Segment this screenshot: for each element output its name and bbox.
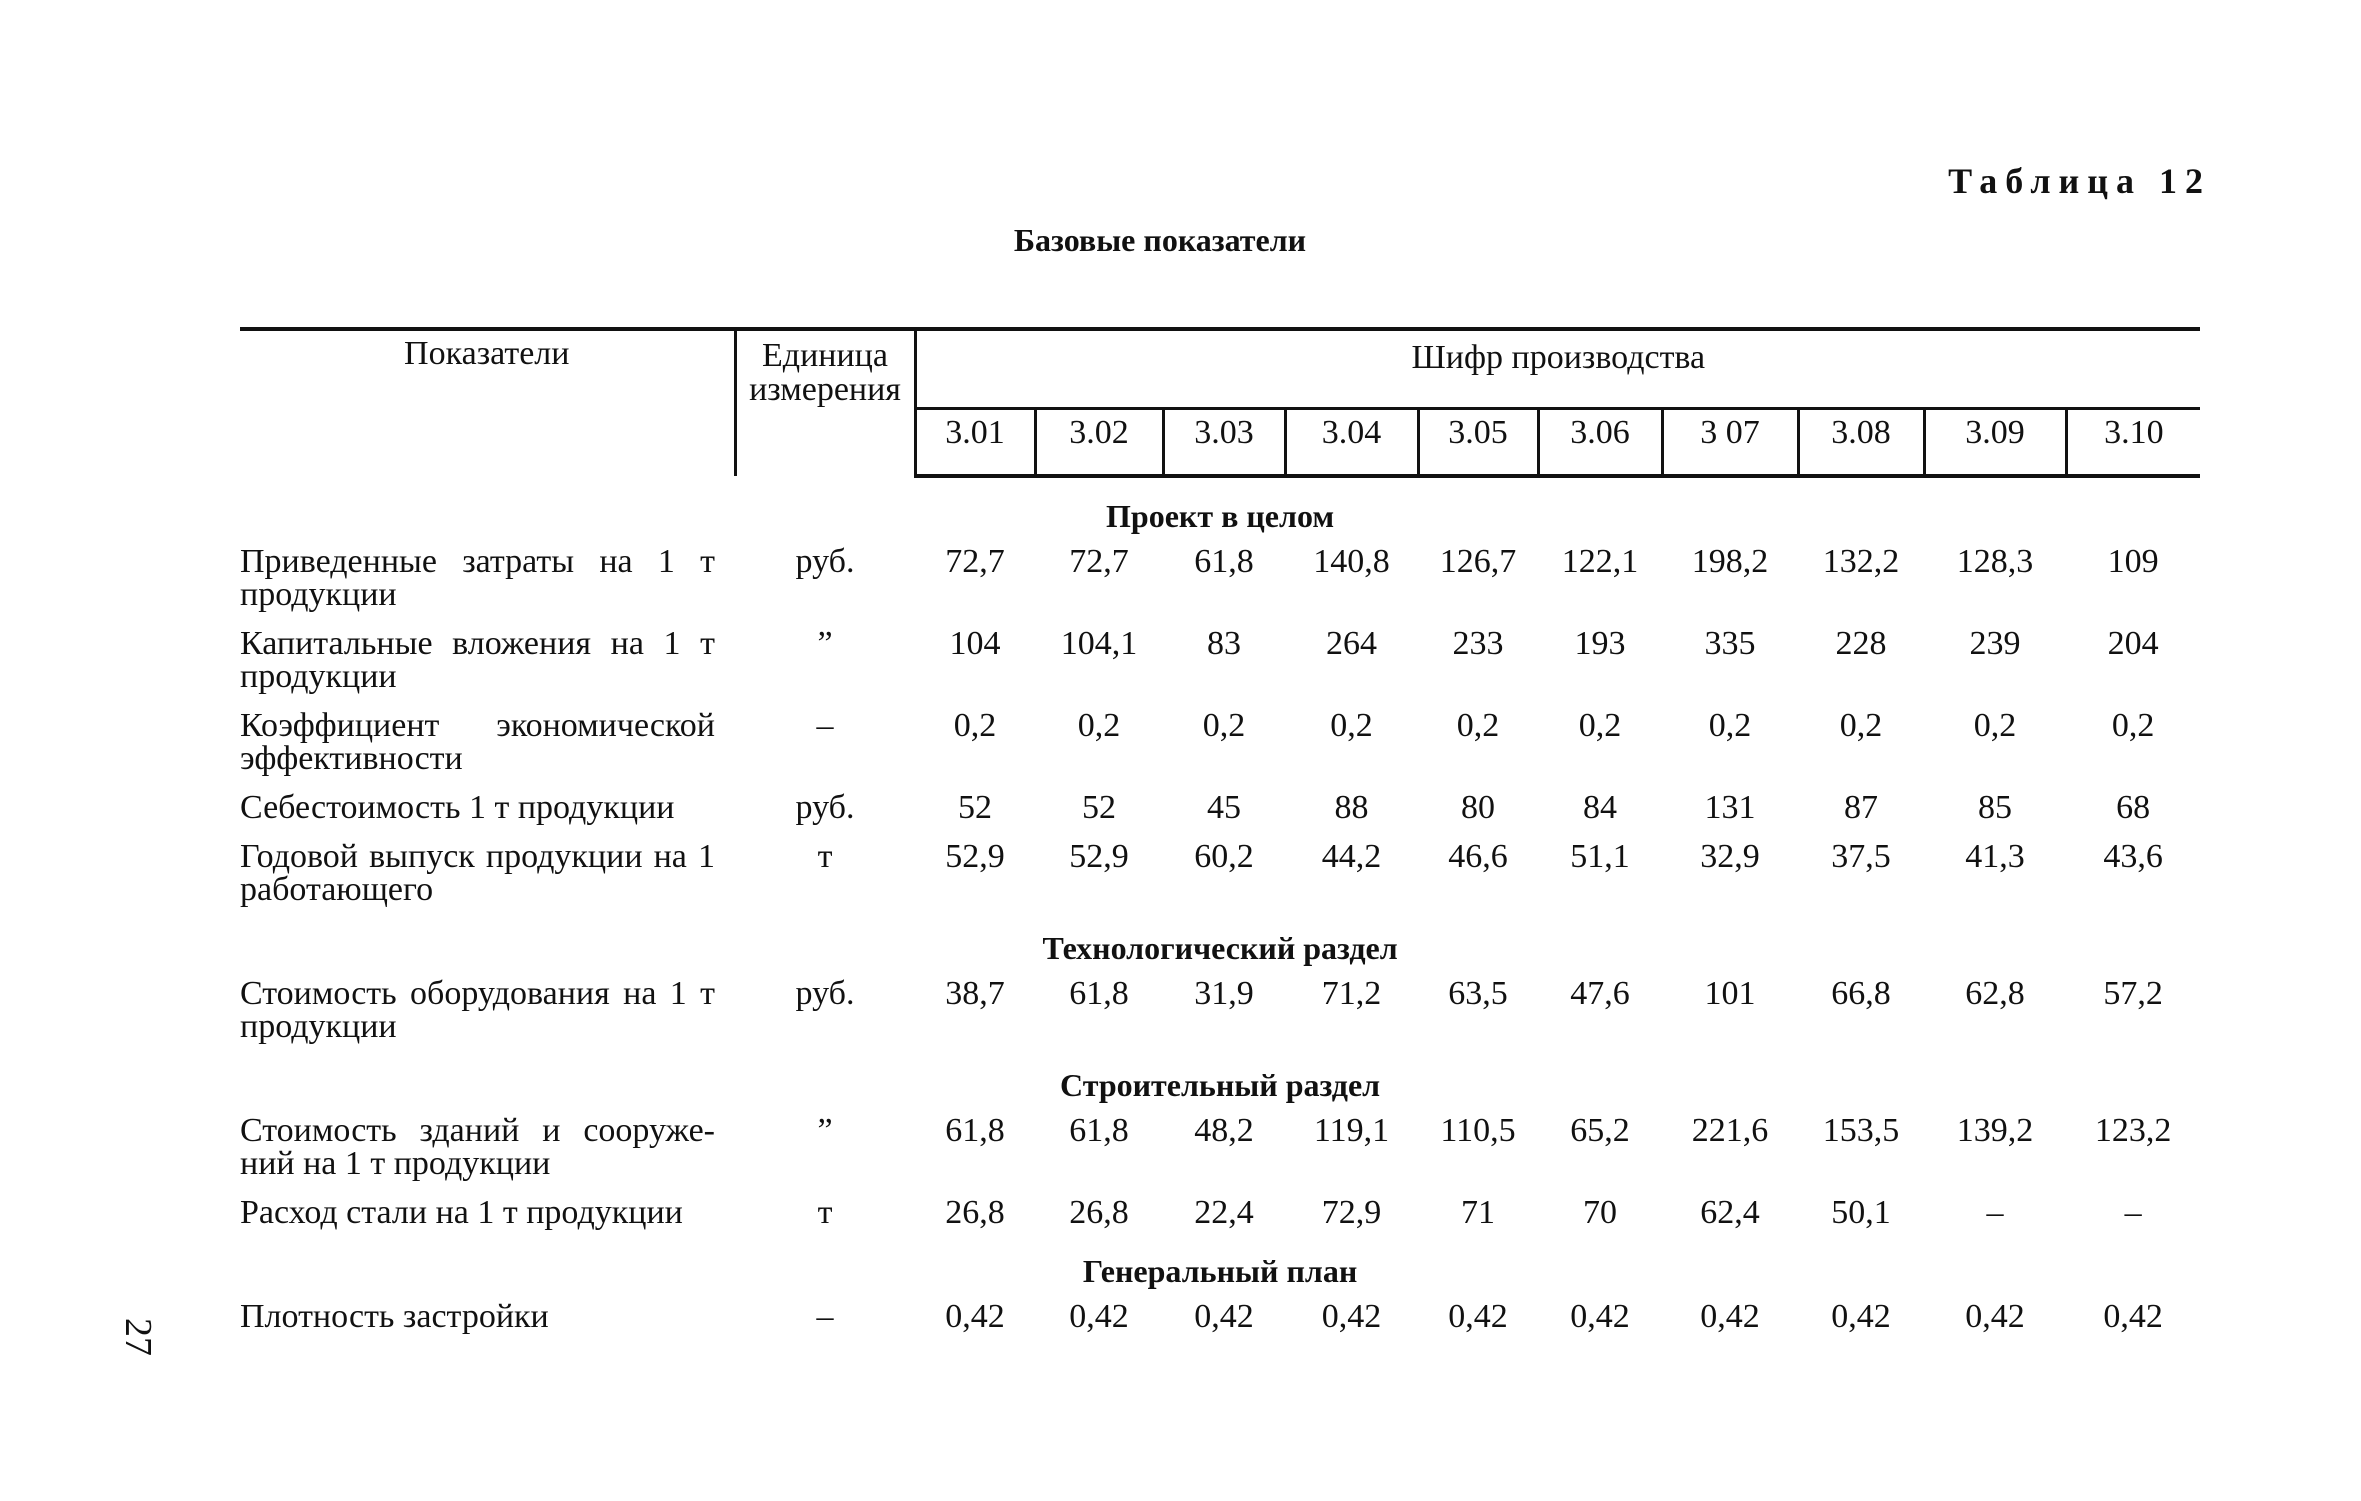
code-header: 3.03	[1163, 409, 1285, 477]
code-header: 3.05	[1418, 409, 1538, 477]
value-cell: 61,8	[1069, 975, 1129, 1012]
value-cell: 0,42	[1965, 1298, 2025, 1335]
value-cell: 52,9	[945, 838, 1005, 875]
indicator-name: Приведенные затраты на 1 т продукции	[240, 543, 715, 613]
value-cell: 0,2	[1973, 707, 2017, 744]
unit-cell: –	[816, 707, 834, 744]
value-cell: 57,2	[2103, 975, 2163, 1012]
value-cell: 140,8	[1313, 543, 1390, 580]
value-cell: 0,2	[1708, 707, 1752, 744]
indicator-name: Стоимость оборудования на 1 т продукции	[240, 975, 715, 1045]
value-cell: 60,2	[1194, 838, 1254, 875]
value-cell: 132,2	[1822, 543, 1900, 580]
value-cell: 228	[1835, 625, 1887, 662]
value-cell: 50,1	[1831, 1194, 1891, 1231]
value-cell: 0,42	[1321, 1298, 1382, 1335]
value-cell: 104	[949, 625, 1001, 662]
value-cell: 0,2	[2111, 707, 2155, 744]
value-cell: 0,2	[1202, 707, 1246, 744]
indicators-table	[240, 327, 2200, 1349]
value-cell: 68	[2116, 789, 2151, 826]
table-row	[240, 709, 2200, 791]
value-cell: 335	[1704, 625, 1756, 662]
value-cell: 43,6	[2103, 838, 2163, 875]
value-cell: 84	[1583, 789, 1617, 826]
value-cell: 80	[1461, 789, 1495, 826]
table-title: Базовые показатели	[1013, 222, 1307, 258]
value-cell: 0,42	[1448, 1298, 1508, 1335]
value-cell: –	[1986, 1194, 2004, 1231]
table-row	[240, 840, 2200, 922]
value-cell: 239	[1969, 625, 2021, 662]
value-cell: 0,42	[945, 1298, 1005, 1335]
value-cell: 83	[1207, 625, 1241, 662]
value-cell: 44,2	[1321, 838, 1382, 875]
code-header: 3 07	[1662, 409, 1798, 477]
column-header-group: Шифр производства	[915, 329, 2200, 409]
value-cell: 110,5	[1440, 1112, 1516, 1149]
value-cell: 51,1	[1570, 838, 1630, 875]
value-cell: 221,6	[1691, 1112, 1769, 1149]
value-cell: 45	[1207, 789, 1241, 826]
value-cell: 72,7	[945, 543, 1005, 580]
code-header: 3.02	[1035, 409, 1163, 477]
table-row	[240, 791, 2200, 840]
table-row	[240, 545, 2200, 627]
unit-cell: руб.	[795, 975, 855, 1012]
value-cell: 32,9	[1700, 838, 1760, 875]
value-cell: 85	[1978, 789, 2012, 826]
value-cell: 123,2	[2094, 1112, 2172, 1149]
value-cell: 193	[1574, 625, 1626, 662]
value-cell: 204	[2107, 625, 2159, 662]
unit-cell: руб.	[795, 543, 855, 580]
value-cell: 70	[1583, 1194, 1617, 1231]
value-cell: 0,2	[953, 707, 997, 744]
code-header: 3.01	[915, 409, 1035, 477]
table-row	[240, 1114, 2200, 1196]
indicator-name: Стоимость зданий и сооруже-ний на 1 т продукции	[240, 1112, 715, 1182]
indicator-name: Коэффициент экономической эффективности	[240, 707, 715, 777]
indicator-name: Капитальные вложения на 1 т продукции	[240, 625, 715, 695]
code-header: 3.04	[1285, 409, 1418, 477]
value-cell: 61,8	[1069, 1112, 1129, 1149]
value-cell: 0,2	[1330, 707, 1373, 744]
value-cell: 72,9	[1321, 1194, 1382, 1231]
section-title: Строительный раздел	[1060, 1067, 1381, 1103]
column-header-unit: Единица измерения	[735, 329, 915, 476]
value-cell: 61,8	[1194, 543, 1254, 580]
value-cell: 65,2	[1570, 1112, 1630, 1149]
value-cell: 52	[958, 789, 992, 826]
value-cell: 22,4	[1194, 1194, 1254, 1231]
unit-cell: т	[817, 1194, 833, 1231]
indicator-name: Себестоимость 1 т продукции	[240, 789, 675, 826]
value-cell: 71,2	[1321, 975, 1382, 1012]
table-row	[240, 977, 2200, 1059]
value-cell: 0,2	[1456, 707, 1500, 744]
code-header: 3.08	[1798, 409, 1924, 477]
value-cell: 52,9	[1069, 838, 1129, 875]
value-cell: 52	[1082, 789, 1116, 826]
value-cell: –	[2124, 1194, 2142, 1231]
section-title: Проект в целом	[1106, 498, 1335, 534]
indicator-name: Годовой выпуск продукции на 1 работающего	[240, 838, 715, 908]
indicator-name: Расход стали на 1 т продукции	[240, 1194, 683, 1231]
value-cell: 153,5	[1822, 1112, 1900, 1149]
value-cell: 0,42	[1194, 1298, 1254, 1335]
value-cell: 37,5	[1831, 838, 1891, 875]
unit-cell: руб.	[795, 789, 855, 826]
value-cell: 0,42	[1831, 1298, 1891, 1335]
value-cell: 87	[1844, 789, 1878, 826]
value-cell: 41,3	[1965, 838, 2025, 875]
table-row	[240, 627, 2200, 709]
value-cell: 26,8	[1069, 1194, 1129, 1231]
page-number: 27	[117, 1318, 159, 1356]
value-cell: 62,4	[1700, 1194, 1760, 1231]
value-cell: 109	[2107, 543, 2159, 580]
unit-cell: ”	[817, 625, 833, 662]
table-body	[240, 476, 2200, 1349]
section-title: Технологический раздел	[1042, 930, 1398, 966]
value-cell: 0,2	[1839, 707, 1883, 744]
value-cell: 72,7	[1069, 543, 1129, 580]
value-cell: 233	[1452, 625, 1504, 662]
indicator-name: Плотность застройки	[240, 1298, 549, 1335]
value-cell: 119,1	[1313, 1112, 1390, 1149]
unit-cell: ”	[817, 1112, 833, 1149]
value-cell: 63,5	[1448, 975, 1508, 1012]
table-row	[240, 1300, 2200, 1349]
unit-cell: –	[816, 1298, 834, 1335]
section-title: Генеральный план	[1082, 1253, 1358, 1289]
value-cell: 139,2	[1956, 1112, 2034, 1149]
table-label: Таблица 12	[1948, 161, 2211, 201]
value-cell: 0,42	[1570, 1298, 1630, 1335]
value-cell: 66,8	[1831, 975, 1891, 1012]
code-header: 3.10	[2066, 409, 2200, 477]
value-cell: 0,42	[1700, 1298, 1760, 1335]
value-cell: 61,8	[945, 1112, 1005, 1149]
value-cell: 126,7	[1439, 543, 1517, 580]
column-header-indicator: Показатели	[240, 329, 735, 476]
code-header: 3.09	[1924, 409, 2066, 477]
value-cell: 46,6	[1448, 838, 1508, 875]
value-cell: 101	[1704, 975, 1756, 1012]
value-cell: 31,9	[1194, 975, 1254, 1012]
value-cell: 198,2	[1691, 543, 1769, 580]
value-cell: 264	[1326, 625, 1377, 662]
value-cell: 62,8	[1965, 975, 2025, 1012]
code-header: 3.06	[1538, 409, 1662, 477]
value-cell: 71	[1461, 1194, 1495, 1231]
value-cell: 0,2	[1578, 707, 1622, 744]
value-cell: 0,42	[2103, 1298, 2163, 1335]
value-cell: 47,6	[1570, 975, 1630, 1012]
value-cell: 38,7	[945, 975, 1005, 1012]
value-cell: 104,1	[1060, 625, 1138, 662]
value-cell: 26,8	[945, 1194, 1005, 1231]
value-cell: 122,1	[1561, 543, 1639, 580]
value-cell: 0,42	[1069, 1298, 1129, 1335]
value-cell: 131	[1704, 789, 1756, 826]
value-cell: 128,3	[1956, 543, 2034, 580]
value-cell: 88	[1334, 789, 1369, 826]
unit-cell: т	[817, 838, 833, 875]
table-row	[240, 1196, 2200, 1245]
value-cell: 48,2	[1194, 1112, 1254, 1149]
value-cell: 0,2	[1077, 707, 1121, 744]
